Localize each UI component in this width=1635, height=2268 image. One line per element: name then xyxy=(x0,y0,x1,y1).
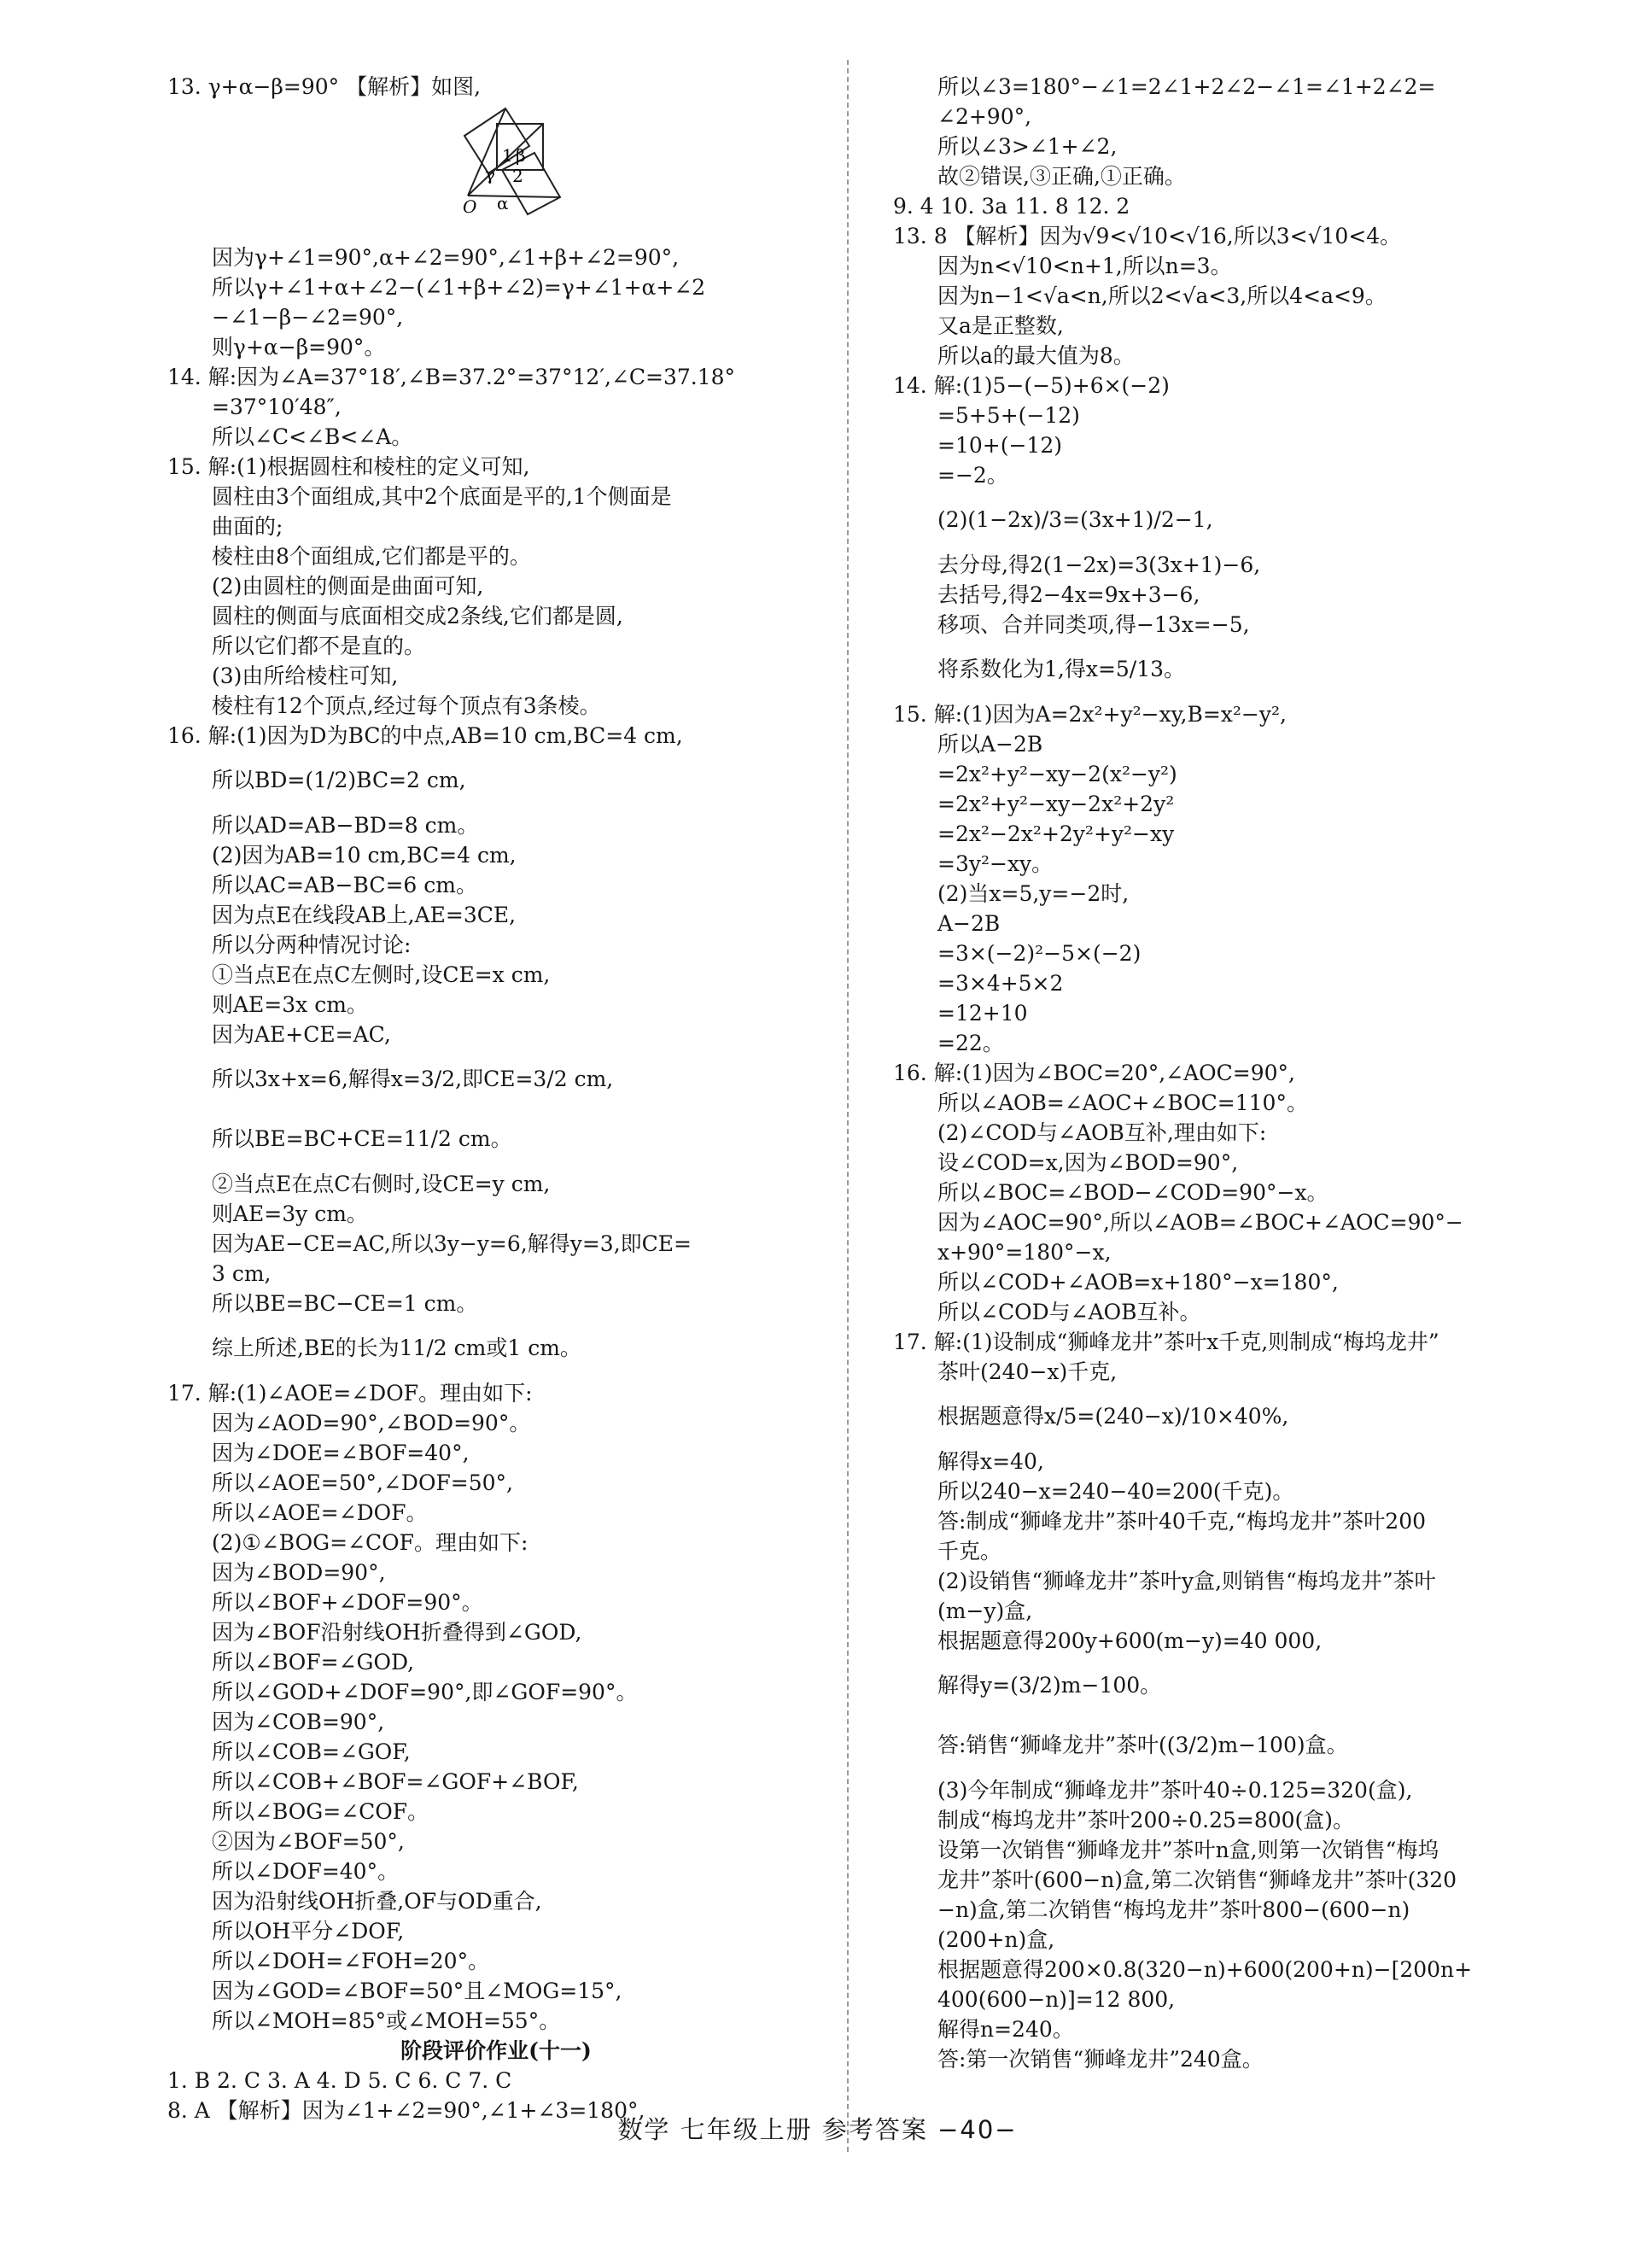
answer-line: 所以∠COB=∠GOF, xyxy=(212,1739,411,1764)
answer-line: 因为∠AOD=90°,∠BOD=90°。 xyxy=(212,1411,531,1435)
answer-line: 圆柱由3个面组成,其中2个底面是平的,1个侧面是 xyxy=(212,484,672,509)
answer-line: 3 cm, xyxy=(212,1261,272,1286)
answer-line: 因为n<√10<n+1,所以n=3。 xyxy=(937,254,1232,278)
answer-line: 曲面的; xyxy=(212,514,283,539)
answer-line: =2x²+y²−xy−2(x²−y²) xyxy=(937,762,1177,786)
answer-line: (2)①∠BOG=∠COF。理由如下: xyxy=(212,1530,528,1555)
answer-line: 所以240−x=240−40=200(千克)。 xyxy=(937,1479,1294,1504)
answer-line: 16. 解:(1)因为∠BOC=20°,∠AOC=90°, xyxy=(893,1061,1295,1085)
answer-line: 根据题意得200×0.8(320−n)+600(200+n)−[200n+ xyxy=(937,1957,1473,1982)
figure-label-1: 1 xyxy=(502,145,513,166)
overlapping-squares-figure xyxy=(423,102,594,243)
answer-line: 所以∠GOD+∠DOF=90°,即∠GOF=90°。 xyxy=(212,1680,638,1704)
answer-line: 所以∠BOF+∠DOF=90°。 xyxy=(212,1590,483,1615)
answer-line: (m−y)盒, xyxy=(937,1599,1033,1623)
answer-line: 8. A 【解析】因为∠1+∠2=90°,∠1+∠3=180°, xyxy=(167,2098,645,2123)
answer-line: 所以∠DOH=∠FOH=20°。 xyxy=(212,1949,490,1973)
answer-line: 所以∠DOF=40°。 xyxy=(212,1859,400,1884)
answer-line: 移项、合并同类项,得−13x=−5, xyxy=(937,612,1250,637)
answer-line: 又a是正整数, xyxy=(937,313,1064,338)
answer-line: 因为AE+CE=AC, xyxy=(212,1022,391,1047)
answer-line: (3)由所给棱柱可知, xyxy=(212,663,399,688)
answer-line: 所以∠AOB=∠AOC+∠BOC=110°。 xyxy=(937,1090,1308,1115)
answer-line: 去括号,得2−4x=9x+3−6, xyxy=(937,582,1200,607)
answer-line: 千克。 xyxy=(937,1539,1002,1564)
answer-line: 所以a的最大值为8。 xyxy=(937,343,1135,368)
answer-line: 则AE=3x cm。 xyxy=(212,992,368,1017)
answer-line: 故②错误,③正确,①正确。 xyxy=(937,164,1186,189)
answer-line: 答:第一次销售“狮峰龙井”240盒。 xyxy=(937,2047,1264,2072)
answer-line: 所以AC=AB−BC=6 cm。 xyxy=(212,873,477,897)
answer-line: ②当点E在点C右侧时,设CE=y cm, xyxy=(212,1172,551,1196)
answer-line: 16. 解:(1)因为D为BC的中点,AB=10 cm,BC=4 cm, xyxy=(167,723,683,748)
answer-line: 设∠COD=x,因为∠BOD=90°, xyxy=(937,1150,1239,1175)
answer-line: (200+n)盒, xyxy=(937,1927,1055,1952)
answer-line: ②因为∠BOF=50°, xyxy=(212,1829,405,1854)
answer-line: 因为沿射线OH折叠,OF与OD重合, xyxy=(212,1889,542,1914)
answer-line: (2)(1−2x)/3=(3x+1)/2−1, xyxy=(937,507,1213,532)
answer-line: 去分母,得2(1−2x)=3(3x+1)−6, xyxy=(937,552,1261,577)
column-divider xyxy=(847,60,849,2152)
answer-line: 所以它们都不是直的。 xyxy=(212,634,426,658)
answer-line: 根据题意得x/5=(240−x)/10×40%, xyxy=(937,1404,1289,1429)
answer-line: (2)当x=5,y=−2时, xyxy=(937,881,1130,906)
answer-line: 所以∠AOE=50°,∠DOF=50°, xyxy=(212,1470,513,1495)
answer-line: 制成“梅坞龙井”茶叶200÷0.25=800(盒)。 xyxy=(937,1808,1355,1833)
answer-line: 15. 解:(1)根据圆柱和棱柱的定义可知, xyxy=(167,454,530,479)
page-footer: 数学 七年级上册 参考答案 −40− xyxy=(617,2115,1018,2144)
answer-line: 解得y=(3/2)m−100。 xyxy=(937,1673,1162,1698)
answer-line: 因为∠BOF沿射线OH折叠得到∠GOD, xyxy=(212,1620,582,1645)
answer-line: 因为∠BOD=90°, xyxy=(212,1560,386,1585)
figure-label-2: 2 xyxy=(512,166,523,186)
answer-line: 因为∠AOC=90°,所以∠AOB=∠BOC+∠AOC=90°− xyxy=(937,1210,1463,1235)
answer-line: 所以OH平分∠DOF, xyxy=(212,1919,405,1944)
answer-line: 所以∠BOG=∠COF。 xyxy=(212,1799,429,1824)
answer-line: 因为∠GOD=∠BOF=50°且∠MOG=15°, xyxy=(212,1979,622,2003)
figure-label-gamma: γ xyxy=(485,164,495,184)
answer-line: =3×4+5×2 xyxy=(937,971,1064,996)
answer-line: 13. γ+α−β=90° 【解析】如图, xyxy=(167,74,482,99)
answer-line: 所以∠AOE=∠DOF。 xyxy=(212,1500,428,1525)
answer-line: 所以∠COD+∠AOB=x+180°−x=180°, xyxy=(937,1270,1339,1295)
answer-line: =−2。 xyxy=(937,463,1008,488)
answer-line: A−2B xyxy=(937,911,1001,936)
answer-line: 所以∠3=180°−∠1=2∠1+2∠2−∠1=∠1+2∠2= xyxy=(937,74,1436,99)
answer-line: 所以BE=BC+CE=11/2 cm。 xyxy=(212,1126,512,1151)
answer-line: =2x²−2x²+2y²+y²−xy xyxy=(937,821,1175,846)
answer-line: (3)今年制成“狮峰龙井”茶叶40÷0.125=320(盒), xyxy=(937,1778,1413,1803)
answer-line: 答:制成“狮峰龙井”茶叶40千克,“梅坞龙井”茶叶200 xyxy=(937,1509,1427,1534)
answer-line: =10+(−12) xyxy=(937,433,1062,458)
answer-line: 13. 8 【解析】因为√9<√10<√16,所以3<√10<4。 xyxy=(893,224,1402,248)
answer-line: 则γ+α−β=90°。 xyxy=(212,335,386,359)
answer-line: 14. 解:因为∠A=37°18′,∠B=37.2°=37°12′,∠C=37.18° xyxy=(167,365,736,389)
answer-line: −∠1−β−∠2=90°, xyxy=(212,305,404,330)
answer-line: 所以∠C<∠B<∠A。 xyxy=(212,424,413,449)
answer-line: =3y²−xy。 xyxy=(937,851,1054,876)
answer-line: 15. 解:(1)因为A=2x²+y²−xy,B=x²−y², xyxy=(893,702,1287,727)
answer-line: 所以∠BOF=∠GOD, xyxy=(212,1650,415,1675)
answer-line: 9. 4 10. 3a 11. 8 12. 2 xyxy=(893,194,1130,219)
answer-line: 所以∠COB+∠BOF=∠GOF+∠BOF, xyxy=(212,1769,579,1794)
answer-line: 所以3x+x=6,解得x=3/2,即CE=3/2 cm, xyxy=(212,1067,614,1091)
answer-line: 因为AE−CE=AC,所以3y−y=6,解得y=3,即CE= xyxy=(212,1231,692,1256)
answer-line: 所以分两种情况讨论: xyxy=(212,932,412,957)
answer-line: 所以A−2B xyxy=(937,732,1043,757)
answer-line: ①当点E在点C左侧时,设CE=x cm, xyxy=(212,962,551,987)
answer-line: 解得n=240。 xyxy=(937,2017,1074,2042)
answer-line: 所以∠MOH=85°或∠MOH=55°。 xyxy=(212,2008,561,2033)
answer-line: 14. 解:(1)5−(−5)+6×(−2) xyxy=(893,373,1170,398)
answer-line: 龙井”茶叶(600−n)盒,第二次销售“狮峰龙井”茶叶(320 xyxy=(937,1868,1457,1892)
right-column xyxy=(893,72,1550,2074)
answer-line: =5+5+(−12) xyxy=(937,403,1080,428)
answer-line: =2x²+y²−xy−2x²+2y² xyxy=(937,792,1175,816)
answer-line: 将系数化为1,得x=5/13。 xyxy=(937,657,1186,681)
answer-line: 17. 解:(1)设制成“狮峰龙井”茶叶x千克,则制成“梅坞龙井” xyxy=(893,1330,1439,1354)
answer-line: =3×(−2)²−5×(−2) xyxy=(937,941,1142,966)
answer-line: 综上所述,BE的长为11/2 cm或1 cm。 xyxy=(212,1336,581,1360)
ray-3 xyxy=(468,196,560,197)
section-heading: 阶段评价作业(十一) xyxy=(400,2038,592,2063)
answer-line: 因为γ+∠1=90°,α+∠2=90°,∠1+β+∠2=90°, xyxy=(212,245,680,270)
answer-line: 因为∠DOE=∠BOF=40°, xyxy=(212,1441,470,1465)
answer-line: x+90°=180°−x, xyxy=(937,1240,1112,1265)
figure-label-beta: β xyxy=(516,145,526,166)
answer-line: 1. B 2. C 3. A 4. D 5. C 6. C 7. C xyxy=(167,2068,512,2093)
answer-line: 所以∠3>∠1+∠2, xyxy=(937,134,1118,159)
answer-line: −n)盒,第二次销售“梅坞龙井”茶叶800−(600−n) xyxy=(937,1897,1410,1922)
answer-line: 茶叶(240−x)千克, xyxy=(937,1359,1118,1384)
answer-line: 圆柱的侧面与底面相交成2条线,它们都是圆, xyxy=(212,604,623,628)
answer-line: =37°10′48″, xyxy=(212,395,342,419)
answer-line: (2)设销售“狮峰龙井”茶叶y盒,则销售“梅坞龙井”茶叶 xyxy=(937,1569,1436,1593)
left-column xyxy=(167,72,825,2125)
answer-line: 因为n−1<√a<n,所以2<√a<3,所以4<a<9。 xyxy=(937,284,1387,308)
answer-line: 设第一次销售“狮峰龙井”茶叶n盒,则第一次销售“梅坞 xyxy=(937,1838,1439,1862)
angle-figure xyxy=(167,102,825,243)
answer-line: =12+10 xyxy=(937,1001,1028,1026)
answer-line: (2)因为AB=10 cm,BC=4 cm, xyxy=(212,843,517,868)
answer-line: 因为点E在线段AB上,AE=3CE, xyxy=(212,903,517,927)
answer-line: 17. 解:(1)∠AOE=∠DOF。理由如下: xyxy=(167,1381,533,1406)
answer-line: 根据题意得200y+600(m−y)=40 000, xyxy=(937,1628,1323,1653)
answer-line: 所以∠BOC=∠BOD−∠COD=90°−x。 xyxy=(937,1180,1328,1205)
answer-line: 所以BD=(1/2)BC=2 cm, xyxy=(212,768,466,792)
answer-line: (2)∠COD与∠AOB互补,理由如下: xyxy=(937,1120,1267,1145)
answer-line: 所以AD=AB−BD=8 cm。 xyxy=(212,813,479,838)
answer-line: 所以γ+∠1+α+∠2−(∠1+β+∠2)=γ+∠1+α+∠2 xyxy=(212,275,706,300)
answer-line: (2)由圆柱的侧面是曲面可知, xyxy=(212,574,484,599)
answer-line: 400(600−n)]=12 800, xyxy=(937,1987,1176,2012)
answer-line: 所以BE=BC−CE=1 cm。 xyxy=(212,1291,478,1316)
answer-line: 棱柱有12个顶点,经过每个顶点有3条棱。 xyxy=(212,693,601,718)
answer-line: 答:销售“狮峰龙井”茶叶((3/2)m−100)盒。 xyxy=(937,1733,1348,1757)
answer-line: 解得x=40, xyxy=(937,1449,1044,1474)
answer-line: =22。 xyxy=(937,1031,1004,1055)
answer-line: ∠2+90°, xyxy=(937,104,1032,129)
answer-line: 棱柱由8个面组成,它们都是平的。 xyxy=(212,544,531,569)
answer-line: 则AE=3y cm。 xyxy=(212,1201,368,1226)
figure-label-alpha: α xyxy=(497,193,509,213)
figure-label-o: O xyxy=(463,196,477,217)
answer-line: 因为∠COB=90°, xyxy=(212,1710,385,1734)
answer-line: 所以∠COD与∠AOB互补。 xyxy=(937,1300,1201,1324)
